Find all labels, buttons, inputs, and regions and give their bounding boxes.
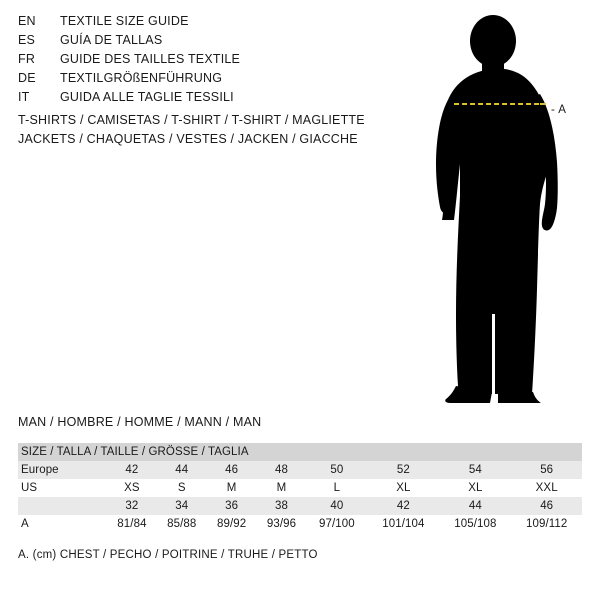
table-cell: 36 (207, 497, 257, 515)
chest-measure-label: - A (551, 104, 567, 116)
language-title-block (18, 14, 378, 109)
table-cell: 85/88 (157, 515, 207, 533)
garment-line-tshirts: T-SHIRTS / CAMISETAS / T-SHIRT / T-SHIRT / MAGLIETTE (18, 113, 365, 127)
table-cell: 34 (157, 497, 207, 515)
table-cell: 89/92 (207, 515, 257, 533)
table-row (18, 515, 582, 533)
table-header-label: SIZE / TALLA / TAILLE / GRÖSSE / TAGLIA (18, 443, 582, 461)
table-cell: L (306, 479, 367, 497)
table-cell: 42 (367, 497, 439, 515)
row-label (18, 497, 107, 515)
language-row (18, 71, 378, 90)
table-cell: XS (107, 479, 157, 497)
language-code: IT (18, 90, 30, 104)
table-cell: XL (367, 479, 439, 497)
row-label: US (18, 479, 107, 497)
language-title: GUÍA DE TALLAS (60, 33, 163, 47)
size-table (18, 443, 582, 533)
table-cell: 42 (107, 461, 157, 479)
table-cell: 48 (257, 461, 307, 479)
garment-type-block (18, 111, 418, 149)
table-cell: 46 (511, 497, 582, 515)
table-cell: XL (439, 479, 511, 497)
table-cell: 54 (439, 461, 511, 479)
male-silhouette-figure (400, 14, 600, 404)
table-cell: 97/100 (306, 515, 367, 533)
table-cell: 50 (306, 461, 367, 479)
row-label: A (18, 515, 107, 533)
language-code: FR (18, 52, 36, 66)
language-code: ES (18, 33, 36, 47)
language-title: GUIDA ALLE TAGLIE TESSILI (60, 90, 234, 104)
table-cell: 93/96 (257, 515, 307, 533)
language-row (18, 14, 378, 33)
language-row (18, 33, 378, 52)
table-cell: 32 (107, 497, 157, 515)
table-cell: M (207, 479, 257, 497)
table-cell: 52 (367, 461, 439, 479)
table-cell: 44 (439, 497, 511, 515)
table-row (18, 497, 582, 515)
language-title: GUIDE DES TAILLES TEXTILE (60, 52, 241, 66)
table-cell: 81/84 (107, 515, 157, 533)
language-row (18, 52, 378, 71)
table-section-title: MAN / HOMBRE / HOMME / MANN / MAN (18, 415, 262, 429)
table-cell: 105/108 (439, 515, 511, 533)
language-code: EN (18, 14, 36, 28)
table-row (18, 461, 582, 479)
table-cell: 46 (207, 461, 257, 479)
language-title: TEXTILGRÖßENFÜHRUNG (60, 71, 223, 85)
table-cell: 109/112 (511, 515, 582, 533)
language-row (18, 90, 378, 109)
table-row (18, 479, 582, 497)
table-cell: S (157, 479, 207, 497)
table-header-row (18, 443, 582, 461)
table-cell: 38 (257, 497, 307, 515)
garment-line-jackets: JACKETS / CHAQUETAS / VESTES / JACKEN / GIACCHE (18, 132, 358, 146)
language-code: DE (18, 71, 36, 85)
table-cell: 101/104 (367, 515, 439, 533)
table-cell: XXL (511, 479, 582, 497)
row-label: Europe (18, 461, 107, 479)
table-cell: 44 (157, 461, 207, 479)
table-footnote: A. (cm) CHEST / PECHO / POITRINE / TRUHE / PETTO (18, 549, 318, 561)
table-cell: 56 (511, 461, 582, 479)
language-title: TEXTILE SIZE GUIDE (60, 14, 189, 28)
table-cell: 40 (306, 497, 367, 515)
table-cell: M (257, 479, 307, 497)
